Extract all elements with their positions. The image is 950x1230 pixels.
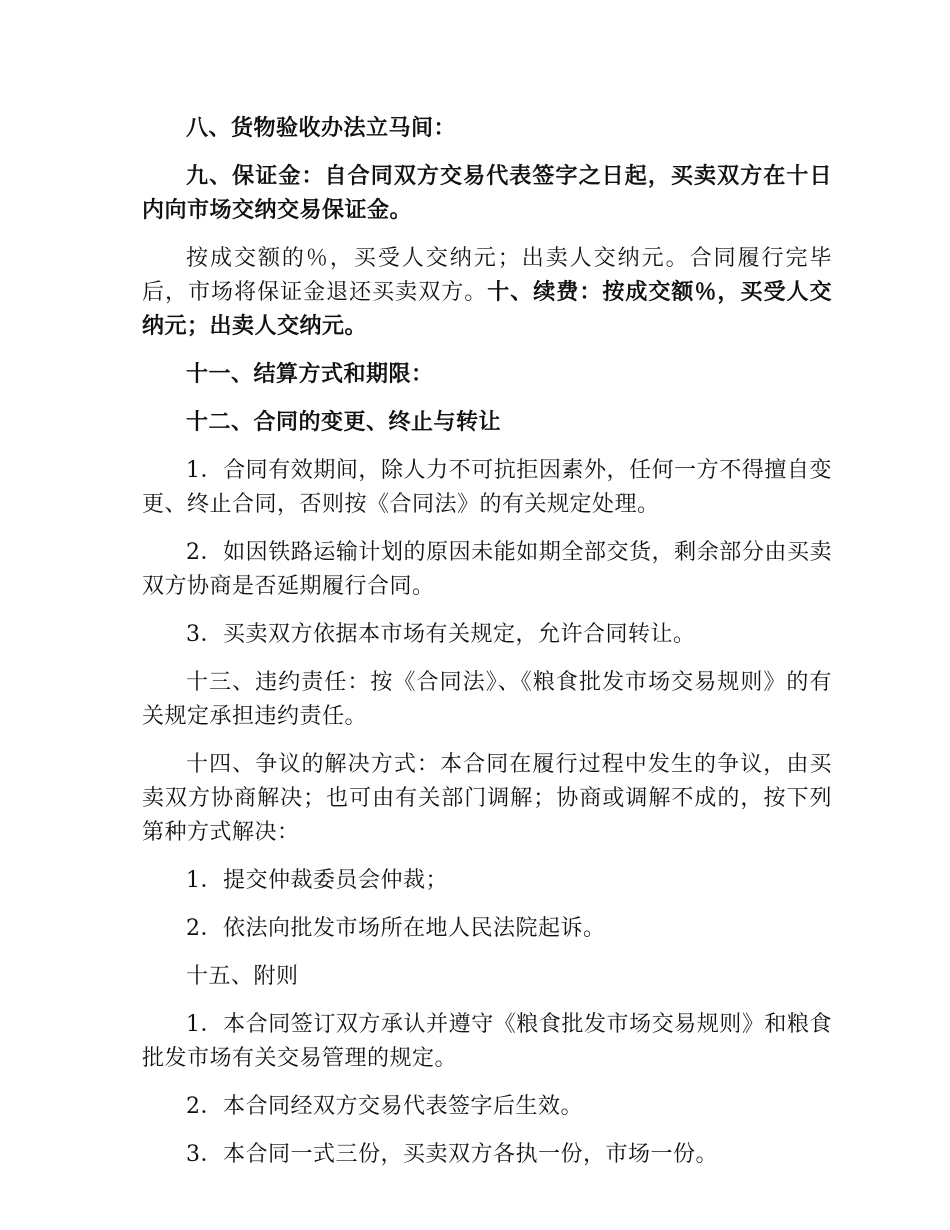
document-body [142, 112, 832, 1186]
section-13-liability: 十三、违约责任：按《合同法》、《粮食批发市场交易规则》的有关规定承担违约责任。 [142, 670, 832, 729]
section-12-item-1: 1．合同有效期间，除人力不可抗拒因素外，任何一方不得擅自变更、终止合同，否则按《合同法》的有关规定处理。 [142, 458, 832, 517]
section-14-item-1: 1．提交仲裁委员会仲裁； [186, 868, 448, 893]
section-8-heading: 八、货物验收办法立马间： [186, 116, 457, 141]
section-9-deposit: 九、保证金：自合同双方交易代表签字之日起，买卖双方在十日内向市场交纳交易保证金。 [142, 164, 832, 223]
section-12-item-2: 2．如因铁路运输计划的原因未能如期全部交货，剩余部分由买卖双方协商是否延期履行合同。 [142, 540, 832, 599]
section-9-deposit-detail [142, 242, 832, 344]
section-15-item-2: 2．本合同经双方交易代表签字后生效。 [186, 1094, 583, 1119]
section-15-item-1: 1．本合同签订双方承认并遵守《粮食批发市场交易规则》和粮食批发市场有关交易管理的规定。 [142, 1012, 832, 1071]
section-15-heading: 十五、附则 [186, 964, 299, 989]
section-15-item-3: 3．本合同一式三份，买卖双方各执一份，市场一份。 [186, 1142, 718, 1167]
section-12-item-3: 3．买卖双方依据本市场有关规定，允许合同转让。 [186, 622, 696, 647]
section-11-heading: 十一、结算方式和期限： [186, 362, 434, 387]
section-12-heading: 十二、合同的变更、终止与转让 [186, 410, 502, 435]
section-14-dispute: 十四、争议的解决方式：本合同在履行过程中发生的争议，由买卖双方协商解决；也可由有关部门调解；协商或调解不成的，按下列第种方式解决： [142, 752, 832, 845]
deposit-detail-text: 按成交额的％，买受人交纳元；出卖人交纳元。合同履行完毕后，市场将保证金退还买卖双方。 [142, 246, 832, 305]
section-10-fee: 十、续费：按成交额％，买受人交纳元；出卖人交纳元。 [142, 280, 832, 339]
section-14-item-2: 2．依法向批发市场所在地人民法院起诉。 [186, 916, 606, 941]
